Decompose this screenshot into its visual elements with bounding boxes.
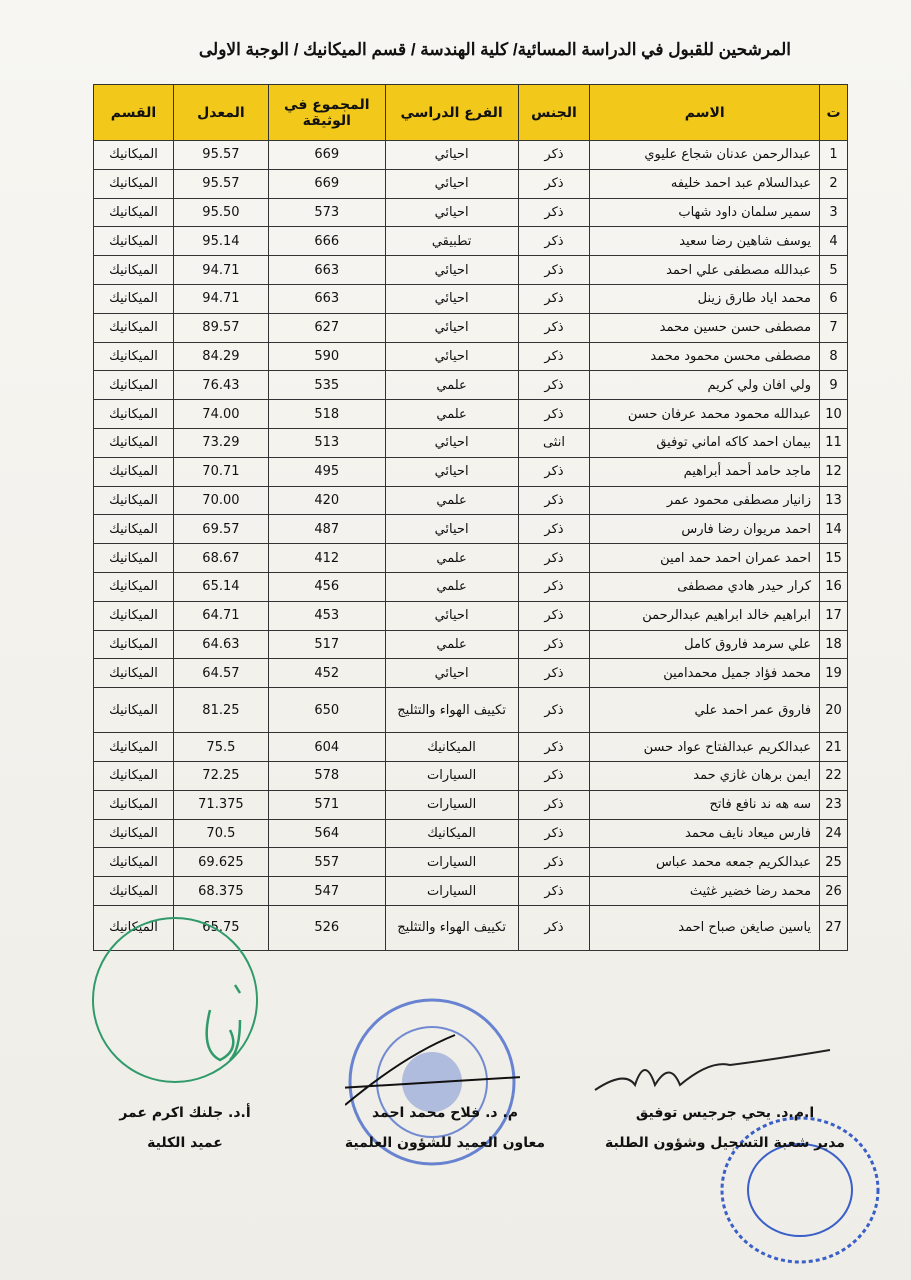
branch-cell: احيائي <box>385 428 518 457</box>
total-cell: 487 <box>268 515 385 544</box>
gender-cell: ذكر <box>518 572 590 601</box>
branch-cell: احيائي <box>385 659 518 688</box>
assistant-dean-role: معاون العميد للشؤون العلمية <box>344 1135 546 1151</box>
col-total: المجموع في الوثيقة <box>268 85 385 141</box>
student-name-cell: يوسف شاهين رضا سعيد <box>590 227 820 256</box>
table-row <box>94 688 848 733</box>
registration-manager-role: مدير شعبة التسجيل وشؤون الطلبة <box>605 1135 845 1151</box>
table-row <box>94 457 848 486</box>
branch-cell: علمي <box>385 486 518 515</box>
table-row <box>94 428 848 457</box>
gender-cell: ذكر <box>518 169 590 198</box>
table-row <box>94 284 848 313</box>
total-cell: 650 <box>268 688 385 733</box>
branch-cell: احيائي <box>385 342 518 371</box>
total-cell: 526 <box>268 905 385 950</box>
table-row <box>94 169 848 198</box>
table-row <box>94 572 848 601</box>
registration-manager-name: ا.م.د. يحي جرجيس توفيق <box>635 1105 815 1121</box>
department-cell: الميكانيك <box>94 848 174 877</box>
table-row <box>94 630 848 659</box>
total-cell: 571 <box>268 790 385 819</box>
average-cell: 64.57 <box>173 659 268 688</box>
student-name-cell: ياسين صايغن صباح احمد <box>590 905 820 950</box>
average-cell: 74.00 <box>173 400 268 429</box>
gender-cell: ذكر <box>518 659 590 688</box>
student-name-cell: ولي افان ولي كريم <box>590 371 820 400</box>
total-cell: 627 <box>268 313 385 342</box>
total-cell: 669 <box>268 169 385 198</box>
branch-cell: احيائي <box>385 457 518 486</box>
department-cell: الميكانيك <box>94 141 174 170</box>
student-name-cell: عبدالكريم عبدالفتاح عواد حسن <box>590 733 820 762</box>
gender-cell: ذكر <box>518 733 590 762</box>
average-cell: 94.71 <box>173 256 268 285</box>
row-number-cell: 5 <box>820 256 848 285</box>
registration-signature-icon <box>590 1040 840 1100</box>
department-cell: الميكانيك <box>94 572 174 601</box>
row-number-cell: 4 <box>820 227 848 256</box>
row-number-cell: 3 <box>820 198 848 227</box>
department-cell: الميكانيك <box>94 733 174 762</box>
row-number-cell: 24 <box>820 819 848 848</box>
department-cell: الميكانيك <box>94 428 174 457</box>
row-number-cell: 26 <box>820 877 848 906</box>
department-cell: الميكانيك <box>94 371 174 400</box>
total-cell: 495 <box>268 457 385 486</box>
row-number-cell: 16 <box>820 572 848 601</box>
dean-name: أ.د. جلنك اكرم عمر <box>119 1105 251 1121</box>
table-row <box>94 371 848 400</box>
department-cell: الميكانيك <box>94 790 174 819</box>
table-row <box>94 659 848 688</box>
gender-cell: ذكر <box>518 256 590 285</box>
average-cell: 64.63 <box>173 630 268 659</box>
department-cell: الميكانيك <box>94 659 174 688</box>
dean-role: عميد الكلية <box>147 1135 223 1151</box>
department-cell: الميكانيك <box>94 169 174 198</box>
branch-cell: السيارات <box>385 790 518 819</box>
total-cell: 564 <box>268 819 385 848</box>
row-number-cell: 2 <box>820 169 848 198</box>
student-name-cell: علي سرمد فاروق كامل <box>590 630 820 659</box>
branch-cell: احيائي <box>385 515 518 544</box>
total-cell: 666 <box>268 227 385 256</box>
table-row <box>94 342 848 371</box>
gender-cell: ذكر <box>518 371 590 400</box>
branch-cell: احيائي <box>385 601 518 630</box>
row-number-cell: 25 <box>820 848 848 877</box>
row-number-cell: 18 <box>820 630 848 659</box>
average-cell: 65.14 <box>173 572 268 601</box>
department-cell: الميكانيك <box>94 313 174 342</box>
table-row <box>94 819 848 848</box>
total-cell: 604 <box>268 733 385 762</box>
col-average: المعدل <box>173 85 268 141</box>
student-name-cell: احمد عمران احمد حمد امين <box>590 544 820 573</box>
green-signature-icon <box>80 915 270 1095</box>
student-name-cell: مصطفى محسن محمود محمد <box>590 342 820 371</box>
branch-cell: الميكانيك <box>385 819 518 848</box>
branch-cell: تكييف الهواء والتثليج <box>385 688 518 733</box>
row-number-cell: 1 <box>820 141 848 170</box>
row-number-cell: 19 <box>820 659 848 688</box>
average-cell: 95.14 <box>173 227 268 256</box>
department-cell: الميكانيك <box>94 819 174 848</box>
table-row <box>94 313 848 342</box>
department-cell: الميكانيك <box>94 515 174 544</box>
student-name-cell: سه هه ند نافع فاتح <box>590 790 820 819</box>
average-cell: 73.29 <box>173 428 268 457</box>
branch-cell: السيارات <box>385 848 518 877</box>
average-cell: 94.71 <box>173 284 268 313</box>
branch-cell: علمي <box>385 544 518 573</box>
row-number-cell: 10 <box>820 400 848 429</box>
table-row <box>94 400 848 429</box>
table-row <box>94 141 848 170</box>
average-cell: 81.25 <box>173 688 268 733</box>
col-name: الاسم <box>590 85 820 141</box>
gender-cell: ذكر <box>518 761 590 790</box>
gender-cell: ذكر <box>518 457 590 486</box>
department-cell: الميكانيك <box>94 342 174 371</box>
gender-cell: ذكر <box>518 198 590 227</box>
student-name-cell: كرار حيدر هادي مصطفى <box>590 572 820 601</box>
student-name-cell: فاروق عمر احمد علي <box>590 688 820 733</box>
student-name-cell: عبدالسلام عبد احمد خليفه <box>590 169 820 198</box>
row-number-cell: 20 <box>820 688 848 733</box>
average-cell: 95.57 <box>173 141 268 170</box>
total-cell: 412 <box>268 544 385 573</box>
average-cell: 65.75 <box>173 905 268 950</box>
assistant-dean-name: م. د. فلاح محمد احمد <box>371 1105 519 1121</box>
student-name-cell: محمد رضا خضير غثيث <box>590 877 820 906</box>
gender-cell: ذكر <box>518 486 590 515</box>
gender-cell: ذكر <box>518 515 590 544</box>
average-cell: 69.57 <box>173 515 268 544</box>
total-cell: 590 <box>268 342 385 371</box>
department-cell: الميكانيك <box>94 877 174 906</box>
table-row <box>94 733 848 762</box>
student-name-cell: ايمن برهان غازي حمد <box>590 761 820 790</box>
total-cell: 573 <box>268 198 385 227</box>
total-cell: 663 <box>268 284 385 313</box>
department-cell: الميكانيك <box>94 601 174 630</box>
gender-cell: ذكر <box>518 400 590 429</box>
student-name-cell: مصطفى حسن حسين محمد <box>590 313 820 342</box>
branch-cell: علمي <box>385 400 518 429</box>
row-number-cell: 8 <box>820 342 848 371</box>
col-gender: الجنس <box>518 85 590 141</box>
gender-cell: ذكر <box>518 630 590 659</box>
department-cell: الميكانيك <box>94 256 174 285</box>
branch-cell: احيائي <box>385 169 518 198</box>
table-row <box>94 601 848 630</box>
total-cell: 547 <box>268 877 385 906</box>
student-name-cell: عبدالكريم جمعه محمد عباس <box>590 848 820 877</box>
department-cell: الميكانيك <box>94 486 174 515</box>
department-cell: الميكانيك <box>94 761 174 790</box>
row-number-cell: 7 <box>820 313 848 342</box>
row-number-cell: 6 <box>820 284 848 313</box>
department-cell: الميكانيك <box>94 544 174 573</box>
branch-cell: علمي <box>385 630 518 659</box>
department-cell: الميكانيك <box>94 284 174 313</box>
gender-cell: ذكر <box>518 905 590 950</box>
table-row <box>94 848 848 877</box>
student-name-cell: احمد مريوان رضا فارس <box>590 515 820 544</box>
total-cell: 456 <box>268 572 385 601</box>
branch-cell: السيارات <box>385 877 518 906</box>
average-cell: 70.00 <box>173 486 268 515</box>
row-number-cell: 21 <box>820 733 848 762</box>
table-row <box>94 877 848 906</box>
row-number-cell: 13 <box>820 486 848 515</box>
table-row <box>94 227 848 256</box>
department-cell: الميكانيك <box>94 227 174 256</box>
gender-cell: ذكر <box>518 688 590 733</box>
department-cell: الميكانيك <box>94 630 174 659</box>
table-row <box>94 198 848 227</box>
student-name-cell: ماجد حامد أحمد أبراهيم <box>590 457 820 486</box>
row-number-cell: 9 <box>820 371 848 400</box>
student-name-cell: عبدالرحمن عدنان شجاع عليوي <box>590 141 820 170</box>
table-row <box>94 256 848 285</box>
department-cell: الميكانيك <box>94 198 174 227</box>
row-number-cell: 12 <box>820 457 848 486</box>
total-cell: 453 <box>268 601 385 630</box>
student-name-cell: عبدالله محمود محمد عرفان حسن <box>590 400 820 429</box>
branch-cell: السيارات <box>385 761 518 790</box>
student-name-cell: فارس ميعاد نايف محمد <box>590 819 820 848</box>
row-number-cell: 27 <box>820 905 848 950</box>
row-number-cell: 22 <box>820 761 848 790</box>
table-row <box>94 544 848 573</box>
col-number: ت <box>820 85 848 141</box>
gender-cell: ذكر <box>518 848 590 877</box>
average-cell: 95.57 <box>173 169 268 198</box>
branch-cell: الميكانيك <box>385 733 518 762</box>
student-name-cell: بيمان احمد كاكه اماني توفيق <box>590 428 820 457</box>
total-cell: 578 <box>268 761 385 790</box>
signature-dean <box>95 1098 275 1158</box>
average-cell: 75.5 <box>173 733 268 762</box>
gender-cell: ذكر <box>518 342 590 371</box>
table-row <box>94 515 848 544</box>
gender-cell: ذكر <box>518 601 590 630</box>
row-number-cell: 11 <box>820 428 848 457</box>
candidates-table <box>93 84 848 951</box>
signature-assistant-dean <box>330 1098 560 1158</box>
student-name-cell: محمد اياد طارق زينل <box>590 284 820 313</box>
total-cell: 557 <box>268 848 385 877</box>
branch-cell: علمي <box>385 371 518 400</box>
average-cell: 64.71 <box>173 601 268 630</box>
row-number-cell: 23 <box>820 790 848 819</box>
gender-cell: ذكر <box>518 227 590 256</box>
gender-cell: ذكر <box>518 141 590 170</box>
row-number-cell: 17 <box>820 601 848 630</box>
branch-cell: علمي <box>385 572 518 601</box>
branch-cell: احيائي <box>385 313 518 342</box>
total-cell: 663 <box>268 256 385 285</box>
gender-cell: ذكر <box>518 284 590 313</box>
average-cell: 70.71 <box>173 457 268 486</box>
average-cell: 71.375 <box>173 790 268 819</box>
gender-cell: ذكر <box>518 790 590 819</box>
average-cell: 95.50 <box>173 198 268 227</box>
department-cell: الميكانيك <box>94 688 174 733</box>
gender-cell: ذكر <box>518 313 590 342</box>
table-header <box>94 85 848 141</box>
col-department: القسم <box>94 85 174 141</box>
total-cell: 518 <box>268 400 385 429</box>
branch-cell: احيائي <box>385 284 518 313</box>
total-cell: 420 <box>268 486 385 515</box>
student-name-cell: سمير سلمان داود شهاب <box>590 198 820 227</box>
branch-cell: تطبيقي <box>385 227 518 256</box>
student-name-cell: عبدالله مصطفى علي احمد <box>590 256 820 285</box>
gender-cell: ذكر <box>518 819 590 848</box>
average-cell: 76.43 <box>173 371 268 400</box>
table-row <box>94 486 848 515</box>
gender-cell: انثى <box>518 428 590 457</box>
average-cell: 68.375 <box>173 877 268 906</box>
department-cell: الميكانيك <box>94 400 174 429</box>
average-cell: 68.67 <box>173 544 268 573</box>
total-cell: 669 <box>268 141 385 170</box>
branch-cell: احيائي <box>385 198 518 227</box>
student-name-cell: ابراهيم خالد ابراهيم عبدالرحمن <box>590 601 820 630</box>
table-row <box>94 790 848 819</box>
branch-cell: تكييف الهواء والتثليج <box>385 905 518 950</box>
average-cell: 70.5 <box>173 819 268 848</box>
row-number-cell: 15 <box>820 544 848 573</box>
branch-cell: احيائي <box>385 256 518 285</box>
average-cell: 69.625 <box>173 848 268 877</box>
branch-cell: احيائي <box>385 141 518 170</box>
row-number-cell: 14 <box>820 515 848 544</box>
average-cell: 84.29 <box>173 342 268 371</box>
average-cell: 89.57 <box>173 313 268 342</box>
signature-registration-manager <box>590 1098 860 1158</box>
total-cell: 517 <box>268 630 385 659</box>
department-cell: الميكانيك <box>94 905 174 950</box>
col-branch: الفرع الدراسي <box>385 85 518 141</box>
total-cell: 452 <box>268 659 385 688</box>
gender-cell: ذكر <box>518 544 590 573</box>
student-name-cell: محمد فؤاد جميل محمدامين <box>590 659 820 688</box>
total-cell: 535 <box>268 371 385 400</box>
table-row <box>94 761 848 790</box>
total-cell: 513 <box>268 428 385 457</box>
average-cell: 72.25 <box>173 761 268 790</box>
department-cell: الميكانيك <box>94 457 174 486</box>
gender-cell: ذكر <box>518 877 590 906</box>
student-name-cell: زانيار مصطفى محمود عمر <box>590 486 820 515</box>
page-title: المرشحين للقبول في الدراسة المسائية/ كلية الهندسة / قسم الميكانيك / الوجبة الاولى <box>198 40 791 59</box>
